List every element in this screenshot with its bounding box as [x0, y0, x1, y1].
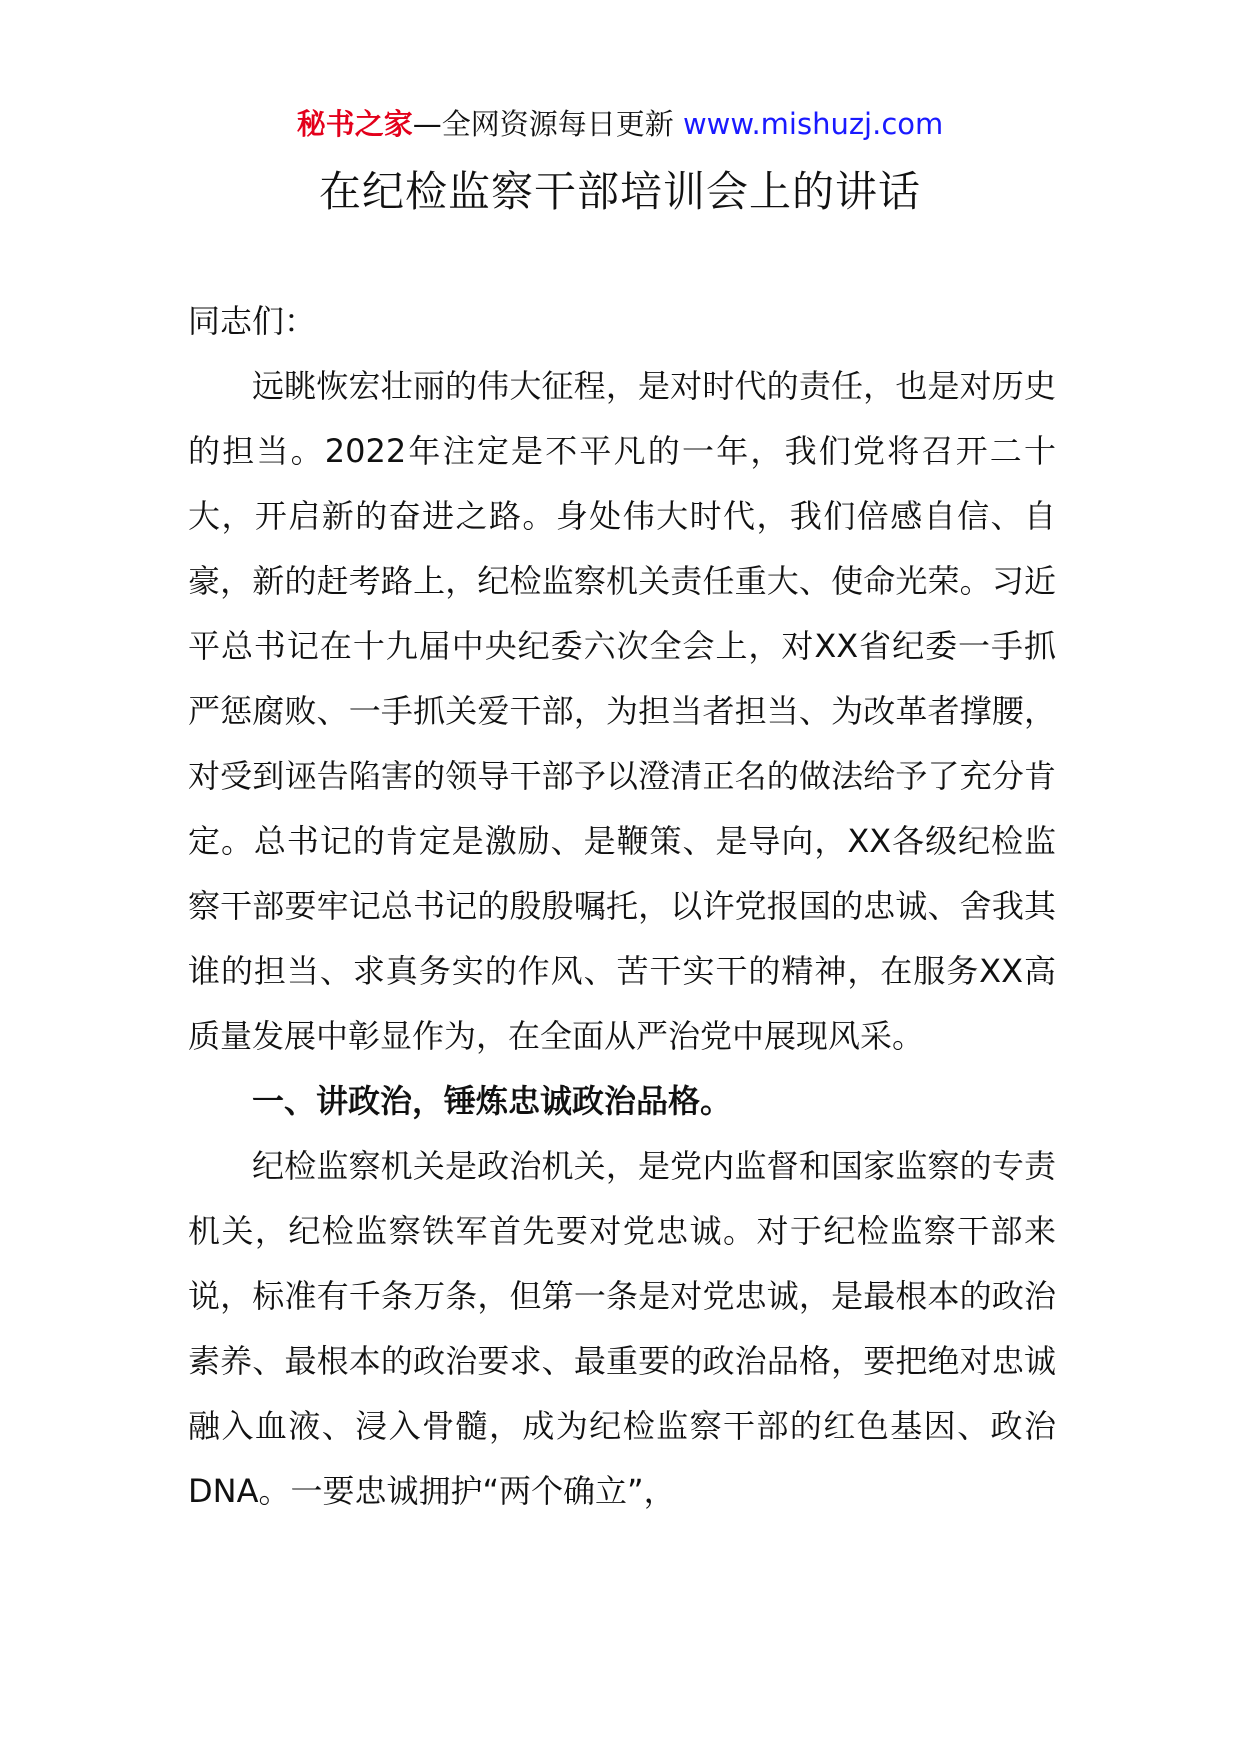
site-url-link[interactable]: www.mishuzj.com — [682, 107, 944, 141]
paragraph: 纪检监察机关是政治机关，是党内监督和国家监察的专责机关，纪检监察铁军首先要对党忠诚。对于纪检监察干部来说，标准有千条万条，但第一条是对党忠诚，是最根本的政治素养、最根本的政治要求、最重要的政治品格，要把绝对忠诚融入血液、浸入骨髓，成为纪检监察干部的红色基因、政治DNA。一要忠诚拥护“两个确立”， — [188, 1147, 1056, 1510]
site-header — [0, 104, 1240, 144]
paragraph: 远眺恢宏壮丽的伟大征程，是对时代的责任，也是对历史的担当。2022年注定是不平凡的一年，我们党将召开二十大，开启新的奋进之路。身处伟大时代，我们倍感自信、自豪，新的赶考路上，纪检监察机关责任重大、使命光荣。习近平总书记在十九届中央纪委六次全会上，对XX省纪委一手抓严惩腐败、一手抓关爱干部，为担当者担当、为改革者撑腰，对受到诬告陷害的领导干部予以澄清正名的做法给予了充分肯定。总书记的肯定是激励、是鞭策、是导向，XX各级纪检监察干部要牢记总书记的殷殷嘱托，以许党报国的忠诚、舍我其谁的担当、求真务实的作风、苦干实干的精神，在服务XX高质量发展中彰显作为，在全面从严治党中展现风采。 — [188, 367, 1056, 1055]
section-heading: 一、讲政治，锤炼忠诚政治品格。 — [252, 1082, 733, 1120]
document-body — [188, 289, 1056, 1524]
header-slogan: —全网资源每日更新 — [412, 107, 683, 141]
brand-name: 秘书之家 — [296, 107, 413, 141]
salutation: 同志们： — [188, 302, 317, 340]
document-title: 在纪检监察干部培训会上的讲话 — [318, 167, 921, 216]
